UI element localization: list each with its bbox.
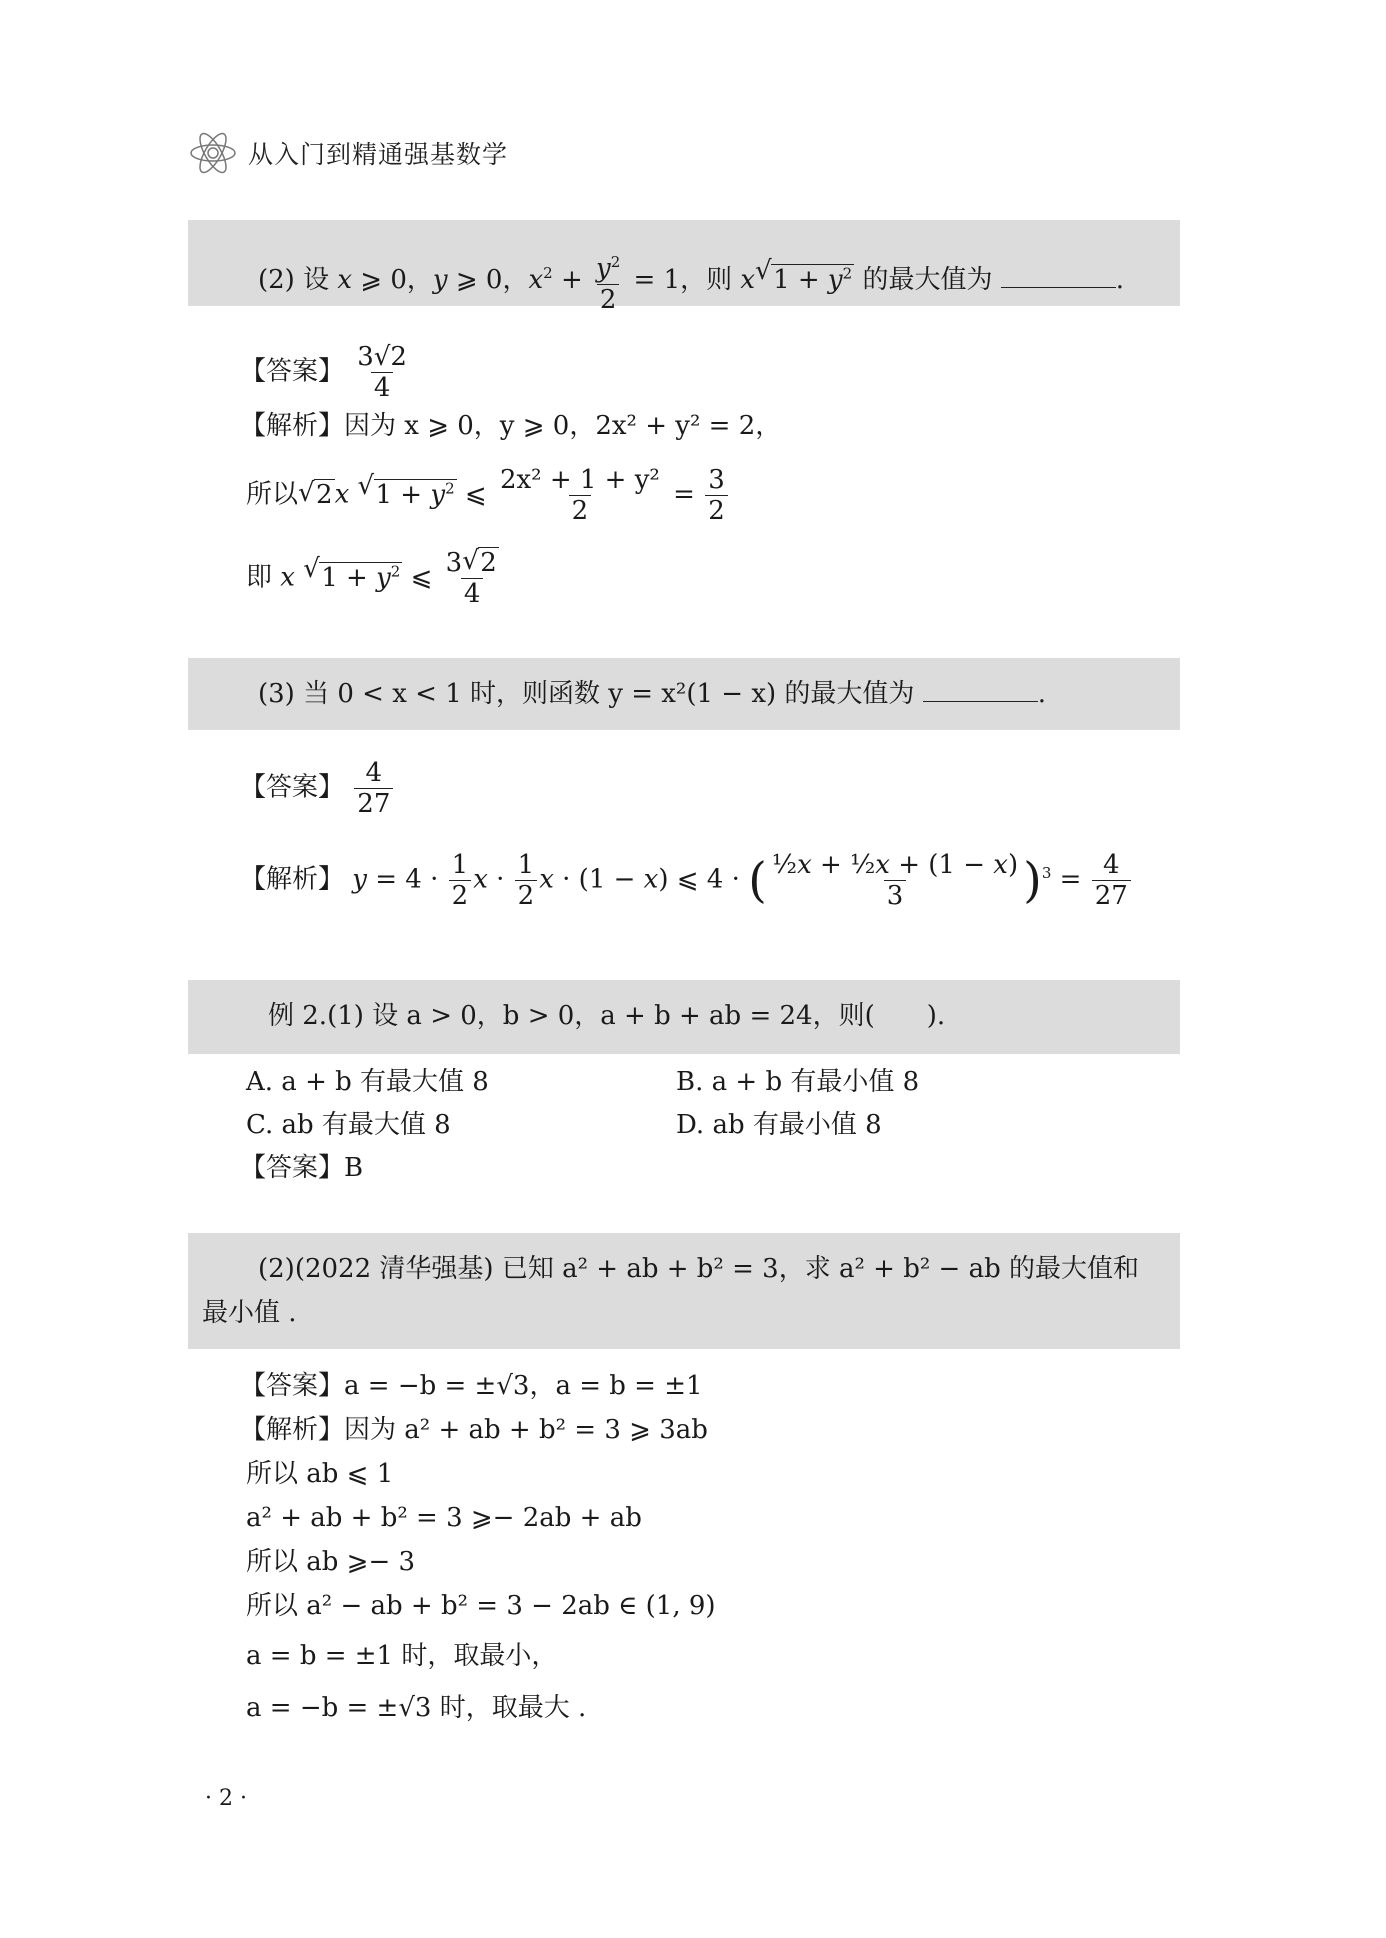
example-2-part-2-prompt-line1: (2)(2022 清华强基) 已知 a² + ab + b² = 3，求 a² + b² − ab 的最大值和 bbox=[258, 1254, 1139, 1284]
question-3-analysis: 【解析】 y = 4 · $\frac{1}{2}$ x · $\frac{1}{2}$ x · (1 − x) ⩽ 4 · ( $\frac{\text{½x + ½x + (1 − x)}}{3}$ )$^3$ = $\frac{4}{27}$ bbox=[240, 850, 1133, 911]
question-2-analysis-line1: 【解析】因为 x ⩾ 0，y ⩾ 0，2x² + y² = 2， bbox=[240, 411, 782, 441]
example-2-part-2-answer: 【答案】a = −b = ±√3，a = b = ±1 bbox=[240, 1371, 703, 1401]
analysis-line: a = −b = ±√3 时，取最大 . bbox=[246, 1693, 587, 1723]
page-header bbox=[188, 128, 508, 178]
question-2-prompt: (2) 设 x ⩾ 0，y ⩾ 0，$x^2$ + $\frac{y^2}{2}$ = 1，则 x√ $1 + y^2$ 的最大值为 . bbox=[258, 247, 1124, 315]
analysis-line: 所以 ab ⩾− 3 bbox=[246, 1547, 416, 1577]
question-3-prompt: (3) 当 0 < x < 1 时，则函数 y = x²(1 − x) 的最大值为 . bbox=[258, 679, 1046, 709]
example-2-part-2-prompt-line2: 最小值 . bbox=[202, 1298, 297, 1328]
example-2-part-2-box bbox=[188, 1233, 1180, 1349]
option-b: B. a + b 有最小值 8 bbox=[676, 1067, 920, 1097]
page-number: · 2 · bbox=[205, 1786, 247, 1811]
analysis-line: 【解析】因为 a² + ab + b² = 3 ⩾ 3ab bbox=[240, 1415, 708, 1445]
question-2-analysis-line2: 所以√ 2x √ $1 + y^2$ ⩽ $\frac{\text{2x² + 1 + y²}}{2}$ = $\frac{3}{2}$ bbox=[246, 465, 730, 526]
analysis-line: a² + ab + b² = 3 ⩾− 2ab + ab bbox=[246, 1503, 642, 1533]
example-2-answer: 【答案】B bbox=[240, 1153, 364, 1183]
option-a: A. a + b 有最大值 8 bbox=[246, 1067, 489, 1097]
example-2-prompt: 例 2.(1) 设 a > 0，b > 0，a + b + ab = 24，则( ). bbox=[268, 1001, 946, 1031]
book-title: 从入门到精通强基数学 bbox=[248, 140, 509, 169]
analysis-line: 所以 ab ⩽ 1 bbox=[246, 1459, 394, 1489]
question-2-analysis-line3: 即 x √ $1 + y^2$ ⩽ $\frac{3√ 2}{4}$ bbox=[246, 548, 504, 609]
question-3-answer: 【答案】 $\frac{4}{27}$ bbox=[240, 758, 395, 819]
analysis-line: 所以 a² − ab + b² = 3 − 2ab ∈ (1, 9) bbox=[246, 1591, 716, 1621]
option-c: C. ab 有最大值 8 bbox=[246, 1110, 451, 1140]
option-d: D. ab 有最小值 8 bbox=[676, 1110, 882, 1140]
atom-logo-icon bbox=[188, 128, 238, 178]
question-2-answer: 【答案】 $\frac{3√2}{4}$ bbox=[240, 342, 407, 403]
analysis-line: a = b = ±1 时，取最小， bbox=[246, 1641, 558, 1671]
